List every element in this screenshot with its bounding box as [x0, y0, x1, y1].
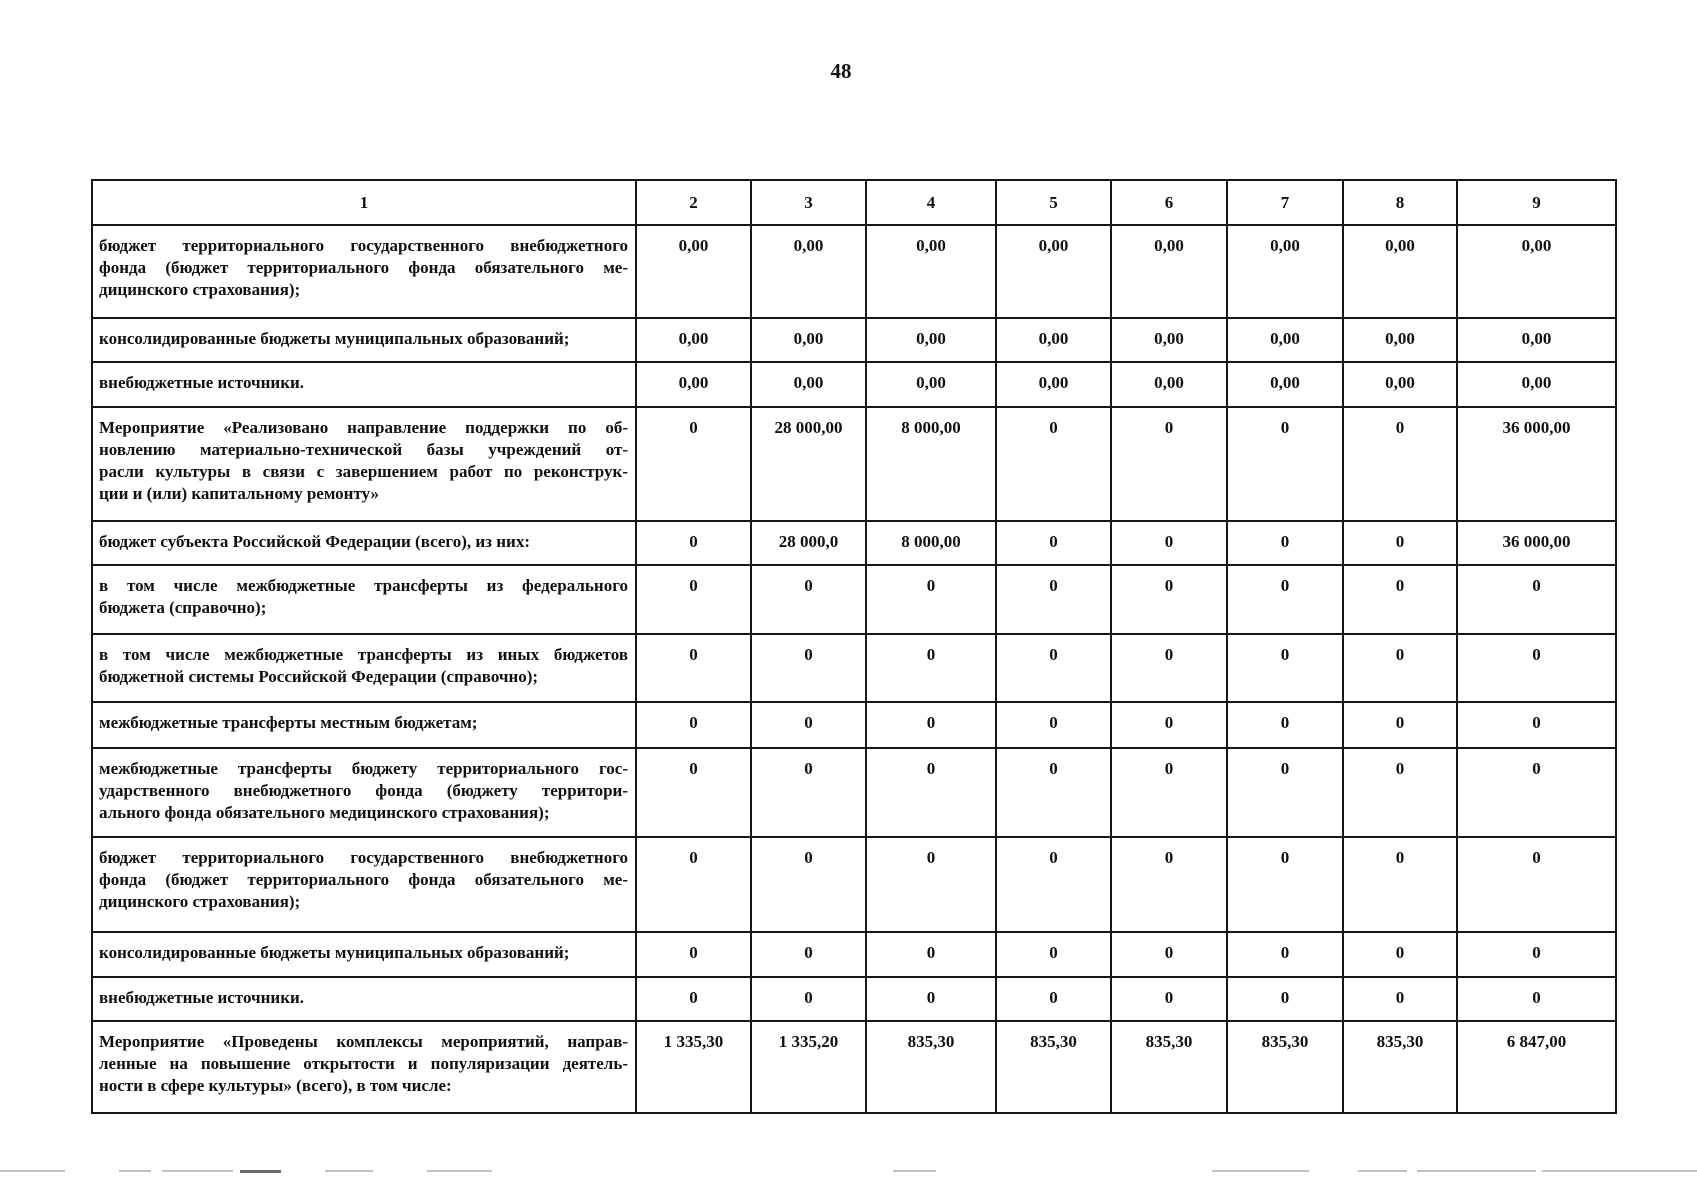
row-label-line: расли культуры в связи с завершением работ по реконструк-	[99, 462, 628, 481]
cell-col-9: 0	[1457, 932, 1616, 977]
cell-col-4: 8 000,00	[866, 521, 996, 565]
row-label-line: Мероприятие «Реализовано направление поддержки по об-	[99, 418, 628, 437]
cell-col-9: 0,00	[1457, 362, 1616, 407]
table-row	[92, 225, 1616, 318]
column-header-5: 5	[996, 180, 1111, 225]
cell-col-9: 0,00	[1457, 318, 1616, 362]
row-label	[92, 565, 636, 634]
cell-col-3: 0,00	[751, 318, 866, 362]
cell-col-5: 0	[996, 837, 1111, 932]
cell-col-7: 0	[1227, 932, 1343, 977]
row-label-line: в том числе межбюджетные трансферты из иных бюджетов	[99, 645, 628, 664]
row-label	[92, 932, 636, 977]
row-label-line: новлению материально-технической базы учреждений от-	[99, 440, 628, 459]
cell-col-6: 0	[1111, 977, 1227, 1021]
cell-col-7: 0	[1227, 565, 1343, 634]
row-label	[92, 521, 636, 565]
cell-col-7: 0	[1227, 748, 1343, 837]
cell-col-6: 0,00	[1111, 362, 1227, 407]
cell-col-6: 0	[1111, 565, 1227, 634]
cell-col-6: 0	[1111, 702, 1227, 748]
row-label-line: внебюджетные источники.	[99, 373, 305, 392]
cell-col-2: 0,00	[636, 362, 751, 407]
cell-col-4: 0	[866, 748, 996, 837]
cell-col-5: 0	[996, 932, 1111, 977]
cell-col-3: 0	[751, 702, 866, 748]
cell-col-5: 835,30	[996, 1021, 1111, 1113]
table-row	[92, 407, 1616, 521]
cell-col-3: 0	[751, 977, 866, 1021]
cell-col-4: 0,00	[866, 362, 996, 407]
cell-col-2: 0	[636, 702, 751, 748]
cell-col-4: 0,00	[866, 225, 996, 318]
cell-col-7: 0	[1227, 837, 1343, 932]
table-row	[92, 318, 1616, 362]
cell-col-2: 0	[636, 565, 751, 634]
cell-col-5: 0	[996, 634, 1111, 702]
cell-col-5: 0	[996, 702, 1111, 748]
cell-col-2: 0	[636, 634, 751, 702]
column-header-2: 2	[636, 180, 751, 225]
cell-col-7: 0,00	[1227, 225, 1343, 318]
column-header-6: 6	[1111, 180, 1227, 225]
cell-col-3: 0	[751, 837, 866, 932]
column-header-1: 1	[92, 180, 636, 225]
row-label-line: межбюджетные трансферты местным бюджетам;	[99, 713, 478, 732]
table-header-row	[92, 180, 1616, 225]
row-label-line: внебюджетные источники.	[99, 988, 305, 1007]
cell-col-6: 0	[1111, 634, 1227, 702]
cell-col-7: 0	[1227, 702, 1343, 748]
row-label-line: дицинского страхования);	[99, 280, 301, 299]
cell-col-9: 0	[1457, 837, 1616, 932]
cell-col-9: 36 000,00	[1457, 407, 1616, 521]
cell-col-8: 0	[1343, 837, 1457, 932]
row-label-line: фонда (бюджет территориального фонда обязательного ме-	[99, 258, 628, 277]
cell-col-9: 0	[1457, 702, 1616, 748]
cell-col-6: 0	[1111, 932, 1227, 977]
cell-col-8: 0	[1343, 565, 1457, 634]
cell-col-7: 0	[1227, 521, 1343, 565]
cell-col-3: 1 335,20	[751, 1021, 866, 1113]
cell-col-6: 0,00	[1111, 225, 1227, 318]
row-label-line: бюджет территориального государственного внебюджетного	[99, 236, 628, 255]
cell-col-3: 28 000,0	[751, 521, 866, 565]
cell-col-5: 0,00	[996, 362, 1111, 407]
table-row	[92, 748, 1616, 837]
row-label	[92, 318, 636, 362]
cell-col-4: 835,30	[866, 1021, 996, 1113]
cell-col-6: 0	[1111, 837, 1227, 932]
cell-col-2: 0,00	[636, 225, 751, 318]
table-body	[92, 180, 1616, 1113]
cell-col-5: 0	[996, 521, 1111, 565]
cell-col-4: 0	[866, 634, 996, 702]
cell-col-8: 0,00	[1343, 225, 1457, 318]
row-label-line: ального фонда обязательного медицинского страхования);	[99, 803, 550, 822]
cell-col-7: 0	[1227, 407, 1343, 521]
column-header-8: 8	[1343, 180, 1457, 225]
cell-col-8: 0	[1343, 521, 1457, 565]
cell-col-8: 835,30	[1343, 1021, 1457, 1113]
row-label	[92, 407, 636, 521]
cell-col-7: 0,00	[1227, 362, 1343, 407]
cell-col-4: 0	[866, 565, 996, 634]
cell-col-2: 0,00	[636, 318, 751, 362]
cell-col-8: 0	[1343, 407, 1457, 521]
cell-col-9: 36 000,00	[1457, 521, 1616, 565]
row-label-line: в том числе межбюджетные трансферты из федерального	[99, 576, 628, 595]
row-label-line: ленные на повышение открытости и популяризации деятель-	[99, 1054, 628, 1073]
cell-col-9: 0	[1457, 565, 1616, 634]
cell-col-5: 0,00	[996, 318, 1111, 362]
cell-col-8: 0	[1343, 977, 1457, 1021]
cell-col-6: 0,00	[1111, 318, 1227, 362]
cell-col-2: 0	[636, 521, 751, 565]
cell-col-3: 0,00	[751, 362, 866, 407]
cell-col-5: 0	[996, 748, 1111, 837]
cell-col-9: 0,00	[1457, 225, 1616, 318]
cell-col-9: 0	[1457, 748, 1616, 837]
cell-col-3: 0	[751, 634, 866, 702]
budget-table	[91, 179, 1617, 1114]
cell-col-3: 0	[751, 565, 866, 634]
cell-col-4: 0	[866, 702, 996, 748]
cell-col-4: 0	[866, 837, 996, 932]
cell-col-6: 835,30	[1111, 1021, 1227, 1113]
cell-col-5: 0,00	[996, 225, 1111, 318]
column-header-4: 4	[866, 180, 996, 225]
row-label-line: ции и (или) капитальному ремонту»	[99, 484, 380, 503]
table-row	[92, 634, 1616, 702]
row-label	[92, 702, 636, 748]
cell-col-3: 28 000,00	[751, 407, 866, 521]
cell-col-5: 0	[996, 407, 1111, 521]
table-row	[92, 1021, 1616, 1113]
table-row	[92, 837, 1616, 932]
row-label-line: ударственного внебюджетного фонда (бюджету территори-	[99, 781, 628, 800]
cell-col-2: 0	[636, 932, 751, 977]
row-label	[92, 225, 636, 318]
cell-col-7: 0,00	[1227, 318, 1343, 362]
cell-col-8: 0	[1343, 748, 1457, 837]
cell-col-5: 0	[996, 977, 1111, 1021]
cell-col-3: 0	[751, 748, 866, 837]
row-label-line: Мероприятие «Проведены комплексы мероприятий, направ-	[99, 1032, 628, 1051]
cell-col-8: 0	[1343, 702, 1457, 748]
page-number: 48	[830, 59, 852, 83]
cell-col-3: 0,00	[751, 225, 866, 318]
row-label-line: бюджетной системы Российской Федерации (справочно);	[99, 667, 539, 686]
column-header-7: 7	[1227, 180, 1343, 225]
row-label-line: фонда (бюджет территориального фонда обязательного ме-	[99, 870, 628, 889]
cell-col-4: 8 000,00	[866, 407, 996, 521]
table-row	[92, 702, 1616, 748]
cell-col-4: 0	[866, 932, 996, 977]
cell-col-6: 0	[1111, 748, 1227, 837]
cell-col-5: 0	[996, 565, 1111, 634]
cell-col-9: 6 847,00	[1457, 1021, 1616, 1113]
table-row	[92, 932, 1616, 977]
cell-col-4: 0	[866, 977, 996, 1021]
cell-col-6: 0	[1111, 407, 1227, 521]
table-row	[92, 521, 1616, 565]
cell-col-7: 0	[1227, 634, 1343, 702]
cell-col-2: 1 335,30	[636, 1021, 751, 1113]
table-row	[92, 362, 1616, 407]
row-label	[92, 1021, 636, 1113]
cell-col-2: 0	[636, 977, 751, 1021]
row-label	[92, 634, 636, 702]
cell-col-8: 0,00	[1343, 362, 1457, 407]
cell-col-8: 0	[1343, 634, 1457, 702]
column-header-9: 9	[1457, 180, 1616, 225]
row-label	[92, 748, 636, 837]
cell-col-8: 0,00	[1343, 318, 1457, 362]
row-label-line: бюджет субъекта Российской Федерации (всего), из них:	[99, 532, 530, 551]
row-label-line: бюджета (справочно);	[99, 598, 267, 617]
table-row	[92, 977, 1616, 1021]
row-label-line: ности в сфере культуры» (всего), в том числе:	[99, 1076, 452, 1095]
row-label-line: консолидированные бюджеты муниципальных образований;	[99, 943, 570, 962]
row-label-line: межбюджетные трансферты бюджету территориального гос-	[99, 759, 628, 778]
cell-col-3: 0	[751, 932, 866, 977]
table-row	[92, 565, 1616, 634]
row-label-line: дицинского страхования);	[99, 892, 301, 911]
cell-col-2: 0	[636, 748, 751, 837]
cell-col-6: 0	[1111, 521, 1227, 565]
cell-col-7: 835,30	[1227, 1021, 1343, 1113]
column-header-3: 3	[751, 180, 866, 225]
cell-col-2: 0	[636, 407, 751, 521]
row-label	[92, 837, 636, 932]
cell-col-2: 0	[636, 837, 751, 932]
cell-col-8: 0	[1343, 932, 1457, 977]
row-label-line: бюджет территориального государственного внебюджетного	[99, 848, 628, 867]
row-label-line: консолидированные бюджеты муниципальных образований;	[99, 329, 570, 348]
row-label	[92, 362, 636, 407]
cell-col-7: 0	[1227, 977, 1343, 1021]
cell-col-9: 0	[1457, 634, 1616, 702]
cell-col-9: 0	[1457, 977, 1616, 1021]
row-label	[92, 977, 636, 1021]
cell-col-4: 0,00	[866, 318, 996, 362]
